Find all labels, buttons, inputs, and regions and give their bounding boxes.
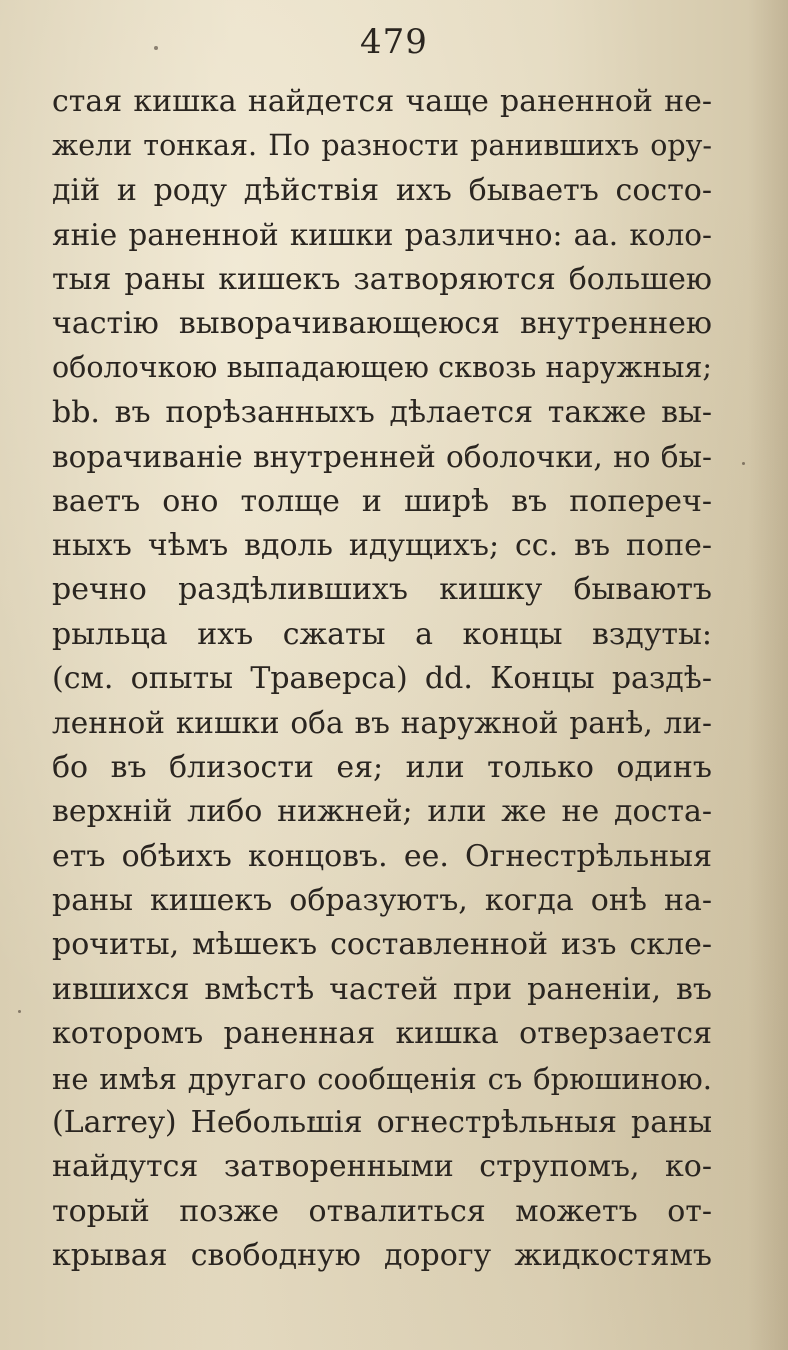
- text-line: торый позже отвалиться можетъ от-: [52, 1193, 712, 1229]
- text-line: (Larrey) Небольшія огнестрѣльныя раны: [52, 1104, 712, 1140]
- text-line: (см. опыты Траверса) dd. Концы раздѣ-: [52, 661, 712, 697]
- text-line: стая кишка найдется чаще раненной не-: [52, 84, 712, 119]
- text-line: жели тонкая. По разности ранившихъ ору-: [52, 129, 712, 163]
- text-line: рочиты, мѣшекъ составленной изъ скле-: [52, 927, 712, 963]
- ink-speck: [18, 1010, 21, 1013]
- text-line: ныхъ чѣмъ вдоль идущихъ; cc. въ попе-: [52, 527, 712, 563]
- text-line: етъ обѣихъ концовъ. ee. Огнестрѣльныя: [52, 838, 712, 874]
- text-line: bb. въ порѣзанныхъ дѣлается также вы-: [52, 394, 712, 430]
- text-line: яніе раненной кишки различно: aa. коло-: [52, 218, 712, 253]
- text-line: тыя раны кишекъ затворяются большею: [52, 261, 712, 297]
- text-line: раны кишекъ образуютъ, когда онѣ на-: [52, 883, 712, 919]
- text-line: речно раздѣлившихъ кишку бываютъ: [52, 572, 712, 608]
- text-line: верхній либо нижней; или же не доста-: [52, 794, 712, 830]
- text-line: найдутся затворенными струпомъ, ко-: [52, 1149, 712, 1185]
- text-line: ившихся вмѣстѣ частей при раненіи, въ: [52, 971, 712, 1007]
- text-line: оболочкою выпадающею сквозь наружныя;: [52, 351, 712, 385]
- text-line: бо въ близости ея; или только одинъ: [52, 749, 712, 785]
- text-line: которомъ раненная кишка отверзается: [52, 1016, 712, 1052]
- body-text: [52, 80, 712, 1279]
- page-edge-shadow: [748, 0, 788, 1350]
- text-line: ворачиваніе внутренней оболочки, но бы-: [52, 440, 712, 475]
- text-line: частію выворачивающеюся внутреннею: [52, 305, 712, 341]
- text-line: не имѣя другаго сообщенія съ брюшиною.: [52, 1061, 712, 1096]
- ink-speck: [742, 462, 745, 465]
- text-line: ленной кишки оба въ наружной ранѣ, ли-: [52, 706, 712, 741]
- text-line: рыльца ихъ сжаты а концы вздуты:: [52, 616, 712, 652]
- page-number: 479: [360, 22, 428, 62]
- text-line: дій и роду дѣйствія ихъ бываетъ состо-: [52, 172, 712, 208]
- text-line: ваетъ оно толще и ширѣ въ попереч-: [52, 483, 712, 519]
- text-line: крывая свободную дорогу жидкостямъ: [52, 1238, 712, 1274]
